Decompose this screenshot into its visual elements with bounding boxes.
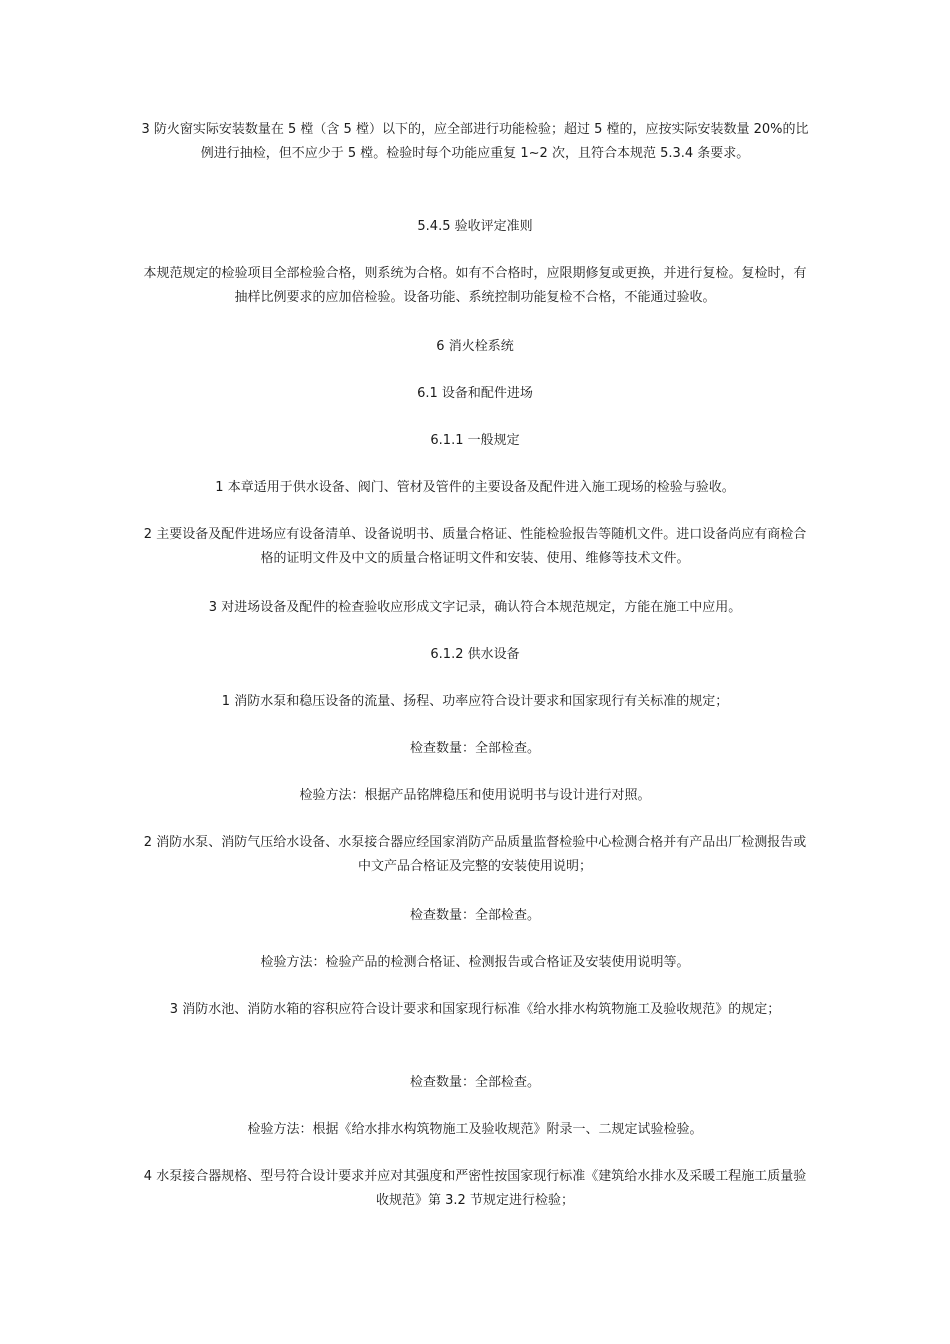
heading-6-1: 6.1 设备和配件进场 [417,386,533,401]
inspection-quantity-3: 检查数量：全部检查。 [409,1075,540,1090]
inspection-method-2: 检验方法：检验产品的检测合格证、检测报告或合格证及安装使用说明等。 [260,955,690,970]
heading-5-4-5: 5.4.5 验收评定准则 [417,219,533,234]
inspection-quantity-2: 检查数量：全部检查。 [409,908,540,923]
inspection-method-3: 检验方法：根据《给水排水构筑物施工及验收规范》附录一、二规定试验检验。 [247,1122,703,1137]
paragraph-6-1-1-item-3: 3 对进场设备及配件的检查验收应形成文字记录，确认符合本规范规定，方能在施工中应用。 [208,600,742,615]
paragraph-acceptance-criteria: 本规范规定的检验项目全部检验合格，则系统为合格。如有不合格时，应限期修复或更换，并进行复检。复检时，有抽样比例要求的应加倍检验。设备功能、系统控制功能复检不合格，不能通过验收。 [143,266,807,305]
paragraph-6-1-2-item-3: 3 消防水池、消防水箱的容积应符合设计要求和国家现行标准《给水排水构筑物施工及验收规范》的规定； [169,1002,781,1017]
paragraph-6-1-2-item-2: 2 消防水泵、消防气压给水设备、水泵接合器应经国家消防产品质量监督检验中心检测合格并有产品出厂检测报告或中文产品合格证及完整的安装使用说明； [143,835,807,874]
inspection-quantity-1: 检查数量：全部检查。 [409,741,540,756]
paragraph-6-1-1-item-2: 2 主要设备及配件进场应有设备清单、设备说明书、质量合格证、性能检验报告等随机文件。进口设备尚应有商检合格的证明文件及中文的质量合格证明文件和安装、使用、维修等技术文件。 [143,527,807,566]
paragraph-6-1-1-item-1: 1 本章适用于供水设备、阀门、管材及管件的主要设备及配件进入施工现场的检验与验收。 [215,480,735,495]
heading-6: 6 消火栓系统 [436,339,514,354]
paragraph-fire-window-inspection: 3 防火窗实际安装数量在 5 樘（含 5 樘）以下的，应全部进行功能检验；超过 5 樘的，应按实际安装数量 20%的比例进行抽检，但不应少于 5 樘。检验时每个功能应重复 1~2 次，且符合本规范 5.3.4 条要求。 [141,122,809,161]
paragraph-6-1-2-item-4: 4 水泵接合器规格、型号符合设计要求并应对其强度和严密性按国家现行标准《建筑给水排水及采暖工程施工质量验收规范》第 3.2 节规定进行检验； [143,1169,807,1208]
inspection-method-1: 检验方法：根据产品铭牌稳压和使用说明书与设计进行对照。 [299,788,651,803]
heading-6-1-2: 6.1.2 供水设备 [430,647,520,662]
paragraph-6-1-2-item-1: 1 消防水泵和稳压设备的流量、扬程、功率应符合设计要求和国家现行有关标准的规定； [221,694,729,709]
heading-6-1-1: 6.1.1 一般规定 [430,433,520,448]
